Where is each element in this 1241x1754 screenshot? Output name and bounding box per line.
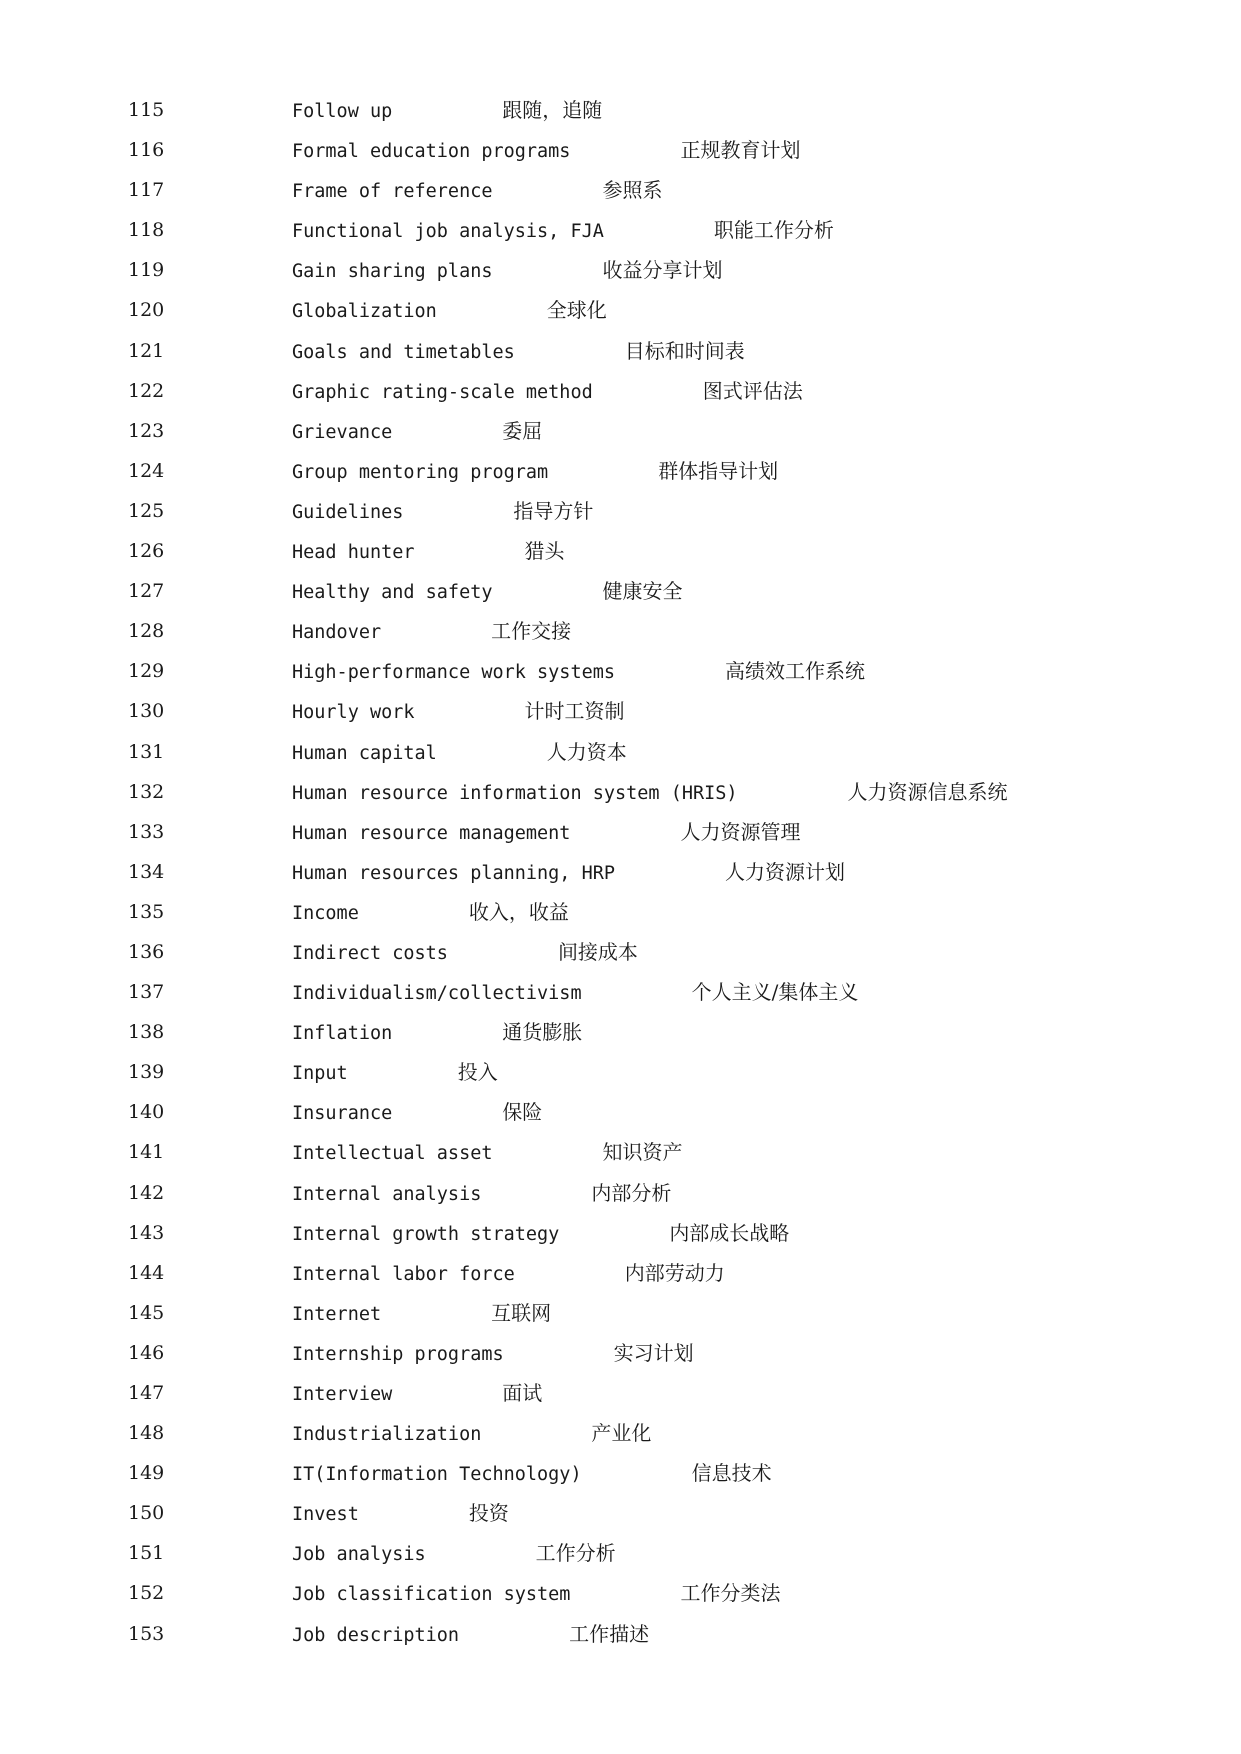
glossary-row xyxy=(0,1541,1241,1581)
glossary-row xyxy=(0,619,1241,659)
entry-translation: 猎头 xyxy=(524,539,565,564)
entry-number: 153 xyxy=(128,1622,165,1645)
glossary-row xyxy=(0,1100,1241,1140)
entry-translation: 人力资源信息系统 xyxy=(847,779,1008,804)
entry-translation: 工作交接 xyxy=(491,619,572,644)
entry-term-text: Head hunter xyxy=(292,542,415,564)
glossary-list xyxy=(0,98,1241,1662)
entry-term xyxy=(292,298,607,324)
entry-translation: 信息技术 xyxy=(691,1461,772,1486)
entry-number: 122 xyxy=(128,379,165,402)
entry-number: 142 xyxy=(128,1181,165,1204)
entry-number: 145 xyxy=(128,1301,165,1324)
entry-number: 138 xyxy=(128,1021,165,1044)
entry-term-text: Intellectual asset xyxy=(292,1143,493,1165)
entry-translation: 全球化 xyxy=(546,298,607,323)
entry-number: 126 xyxy=(128,540,165,563)
entry-translation: 健康安全 xyxy=(602,579,683,604)
entry-number: 150 xyxy=(128,1502,165,1525)
entry-term-text: High-performance work systems xyxy=(292,662,616,684)
entry-number: 137 xyxy=(128,981,165,1004)
entry-number: 135 xyxy=(128,900,165,923)
entry-term xyxy=(292,980,858,1006)
entry-term xyxy=(292,1060,498,1086)
glossary-row xyxy=(0,1020,1241,1060)
entry-term xyxy=(292,138,800,164)
entry-term xyxy=(292,820,800,846)
entry-term xyxy=(292,499,593,525)
entry-translation: 产业化 xyxy=(591,1421,652,1446)
entry-number: 128 xyxy=(128,620,165,643)
entry-term-text: Follow up xyxy=(292,101,393,122)
entry-term-text: Gain sharing plans xyxy=(292,261,493,283)
entry-number: 117 xyxy=(128,179,165,202)
glossary-row xyxy=(0,1501,1241,1541)
entry-translation: 内部分析 xyxy=(591,1180,672,1205)
entry-term xyxy=(292,900,569,926)
entry-term xyxy=(292,178,662,204)
entry-number: 118 xyxy=(128,219,165,242)
entry-term-text: Guidelines xyxy=(292,501,404,523)
entry-number: 132 xyxy=(128,780,165,803)
glossary-row xyxy=(0,539,1241,579)
entry-term-text: Human resource information system (HRIS) xyxy=(292,782,738,804)
entry-term xyxy=(292,619,571,645)
entry-term xyxy=(292,1181,671,1207)
entry-number: 141 xyxy=(128,1141,165,1164)
entry-number: 119 xyxy=(128,259,165,282)
glossary-row xyxy=(0,98,1241,138)
entry-term-text: Insurance xyxy=(292,1103,393,1125)
entry-term-text: Goals and timetables xyxy=(292,341,515,363)
glossary-row xyxy=(0,900,1241,940)
entry-term-text: Human resources planning, HRP xyxy=(292,862,616,884)
entry-term xyxy=(292,1501,509,1527)
entry-term-text: Group mentoring program xyxy=(292,461,549,483)
entry-translation: 投入 xyxy=(457,1060,498,1085)
glossary-row xyxy=(0,1381,1241,1421)
entry-number: 151 xyxy=(128,1542,165,1565)
glossary-row xyxy=(0,820,1241,860)
entry-number: 147 xyxy=(128,1382,165,1404)
entry-term-text: Input xyxy=(292,1063,348,1085)
entry-translation: 实习计划 xyxy=(613,1340,694,1365)
entry-term-text: Invest xyxy=(292,1504,359,1526)
glossary-row xyxy=(0,419,1241,459)
entry-number: 134 xyxy=(128,860,165,883)
entry-translation: 通货膨胀 xyxy=(502,1020,583,1045)
entry-term xyxy=(292,98,602,124)
entry-number: 116 xyxy=(128,139,165,162)
entry-term xyxy=(292,699,625,725)
glossary-row xyxy=(0,1181,1241,1221)
glossary-row xyxy=(0,1261,1241,1301)
glossary-row xyxy=(0,740,1241,780)
entry-translation: 互联网 xyxy=(491,1300,552,1325)
entry-term xyxy=(292,258,722,284)
entry-translation: 图式评估法 xyxy=(702,378,803,403)
entry-term xyxy=(292,940,638,966)
entry-translation: 高绩效工作系统 xyxy=(725,659,866,684)
glossary-row xyxy=(0,339,1241,379)
entry-translation: 收益分享计划 xyxy=(602,258,723,283)
entry-term-text: Internship programs xyxy=(292,1343,504,1365)
glossary-row xyxy=(0,1221,1241,1261)
entry-term-text: Internal labor force xyxy=(292,1263,515,1285)
glossary-row xyxy=(0,1421,1241,1461)
entry-translation: 个人主义/集体主义 xyxy=(691,980,859,1005)
glossary-row xyxy=(0,860,1241,900)
glossary-row xyxy=(0,659,1241,699)
entry-number: 130 xyxy=(128,700,165,723)
glossary-row xyxy=(0,499,1241,539)
entry-translation: 工作分类法 xyxy=(680,1581,781,1606)
entry-term-text: Human capital xyxy=(292,742,437,764)
entry-number: 139 xyxy=(128,1061,165,1084)
glossary-row xyxy=(0,1301,1241,1341)
glossary-row xyxy=(0,138,1241,178)
entry-term-text: IT(Information Technology) xyxy=(292,1464,582,1486)
entry-translation: 工作分析 xyxy=(535,1541,616,1566)
entry-term-text: Frame of reference xyxy=(292,181,493,203)
entry-term xyxy=(292,1381,542,1407)
entry-term xyxy=(292,659,865,685)
entry-translation: 人力资源管理 xyxy=(680,819,801,844)
entry-term xyxy=(292,1341,694,1367)
entry-term-text: Hourly work xyxy=(292,702,415,724)
entry-term xyxy=(292,1301,551,1327)
glossary-row xyxy=(0,459,1241,499)
glossary-row xyxy=(0,980,1241,1020)
entry-term-text: Internal analysis xyxy=(292,1183,482,1205)
entry-term xyxy=(292,539,565,565)
entry-term-text: Internet xyxy=(292,1303,382,1325)
entry-term xyxy=(292,459,778,485)
entry-translation: 计时工资制 xyxy=(524,699,625,724)
entry-number: 152 xyxy=(128,1582,165,1605)
entry-translation: 跟随，追随 xyxy=(502,98,603,122)
entry-term xyxy=(292,579,682,605)
entry-term-text: Job classification system xyxy=(292,1584,571,1606)
entry-term xyxy=(292,1140,682,1166)
entry-number: 120 xyxy=(128,299,165,322)
glossary-row xyxy=(0,1581,1241,1621)
entry-translation: 内部成长战略 xyxy=(669,1220,790,1245)
entry-term xyxy=(292,1622,649,1648)
entry-number: 136 xyxy=(128,940,165,963)
entry-number: 124 xyxy=(128,459,165,482)
glossary-row xyxy=(0,1461,1241,1501)
entry-term xyxy=(292,860,845,886)
entry-term xyxy=(292,218,834,244)
glossary-row xyxy=(0,1140,1241,1180)
entry-term-text: Interview xyxy=(292,1384,393,1405)
entry-number: 143 xyxy=(128,1221,165,1244)
entry-term-text: Indirect costs xyxy=(292,942,448,964)
entry-translation: 正规教育计划 xyxy=(680,138,801,163)
entry-translation: 工作描述 xyxy=(569,1621,650,1646)
entry-translation: 参照系 xyxy=(602,178,663,203)
entry-number: 115 xyxy=(128,99,165,121)
entry-term xyxy=(292,1100,542,1126)
entry-term xyxy=(292,1421,651,1447)
entry-number: 131 xyxy=(128,740,165,763)
glossary-row xyxy=(0,258,1241,298)
entry-translation: 人力资源计划 xyxy=(725,859,846,884)
entry-term xyxy=(292,1541,616,1567)
entry-number: 125 xyxy=(128,499,165,522)
entry-term-text: Formal education programs xyxy=(292,141,571,163)
glossary-row xyxy=(0,1622,1241,1662)
glossary-row xyxy=(0,1341,1241,1381)
entry-term-text: Internal growth strategy xyxy=(292,1223,560,1245)
entry-term-text: Grievance xyxy=(292,421,393,443)
entry-term-text: Functional job analysis, FJA xyxy=(292,221,604,243)
entry-term xyxy=(292,1020,582,1046)
entry-translation: 面试 xyxy=(502,1381,543,1405)
entry-translation: 群体指导计划 xyxy=(658,458,779,483)
entry-term xyxy=(292,419,542,445)
glossary-row xyxy=(0,218,1241,258)
entry-term-text: Income xyxy=(292,902,359,924)
entry-translation: 职能工作分析 xyxy=(713,218,834,243)
glossary-row xyxy=(0,940,1241,980)
entry-term xyxy=(292,1221,789,1247)
entry-number: 133 xyxy=(128,820,165,843)
entry-number: 140 xyxy=(128,1101,165,1124)
glossary-row xyxy=(0,699,1241,739)
entry-term-text: Graphic rating-scale method xyxy=(292,381,593,403)
entry-translation: 保险 xyxy=(502,1100,543,1125)
entry-term xyxy=(292,1461,772,1487)
entry-term-text: Job description xyxy=(292,1624,460,1646)
entry-translation: 投资 xyxy=(468,1501,509,1526)
glossary-row xyxy=(0,298,1241,338)
entry-number: 121 xyxy=(128,339,165,362)
entry-term xyxy=(292,1261,725,1287)
glossary-row xyxy=(0,1060,1241,1100)
entry-term xyxy=(292,379,803,405)
entry-translation: 人力资本 xyxy=(546,739,627,764)
entry-translation: 指导方针 xyxy=(513,498,594,523)
glossary-row xyxy=(0,178,1241,218)
entry-term-text: Job analysis xyxy=(292,1544,426,1566)
entry-translation: 内部劳动力 xyxy=(624,1260,725,1285)
entry-translation: 目标和时间表 xyxy=(624,338,745,363)
glossary-row xyxy=(0,379,1241,419)
entry-term-text: Human resource management xyxy=(292,822,571,844)
entry-number: 123 xyxy=(128,419,165,442)
entry-term-text: Healthy and safety xyxy=(292,582,493,604)
entry-number: 144 xyxy=(128,1261,165,1284)
entry-term-text: Individualism/collectivism xyxy=(292,983,582,1005)
entry-term-text: Industrialization xyxy=(292,1424,482,1446)
entry-term xyxy=(292,1581,780,1607)
entry-number: 149 xyxy=(128,1462,165,1485)
entry-term xyxy=(292,780,1008,806)
entry-term-text: Inflation xyxy=(292,1023,393,1045)
entry-number: 146 xyxy=(128,1341,165,1364)
entry-number: 127 xyxy=(128,580,165,603)
entry-term-text: Globalization xyxy=(292,301,437,323)
entry-term xyxy=(292,339,745,365)
entry-term xyxy=(292,740,627,766)
glossary-row xyxy=(0,579,1241,619)
glossary-row xyxy=(0,780,1241,820)
entry-number: 129 xyxy=(128,660,165,683)
entry-term-text: Handover xyxy=(292,622,382,644)
entry-translation: 收入，收益 xyxy=(468,899,569,924)
entry-translation: 知识资产 xyxy=(602,1140,683,1165)
entry-translation: 委屈 xyxy=(502,418,543,443)
entry-number: 148 xyxy=(128,1422,165,1445)
entry-translation: 间接成本 xyxy=(557,939,638,964)
